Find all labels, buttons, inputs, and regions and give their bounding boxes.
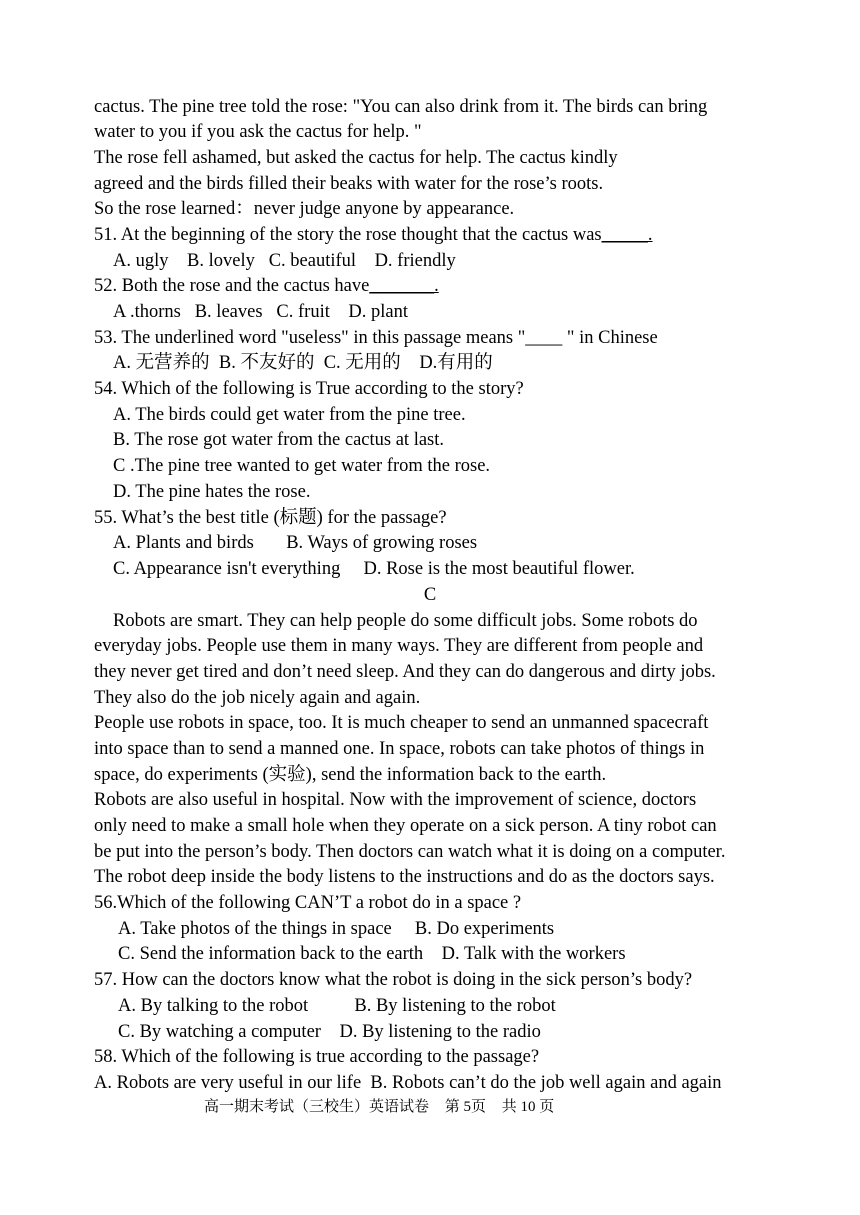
passage-line: They also do the job nicely again and again. — [94, 688, 421, 708]
question-51 — [94, 223, 653, 249]
option-b: B. Ways of growing roses — [286, 533, 478, 553]
question-57-options-row2 — [118, 1020, 541, 1046]
option-d: D. friendly — [374, 251, 456, 271]
option-d: D. Talk with the workers — [441, 944, 626, 964]
option-d: D. By listening to the radio — [339, 1022, 541, 1042]
passage-line: agreed and the birds filled their beaks with water for the rose’s roots. — [94, 174, 604, 194]
question-56: 56.Which of the following CAN’T a robot do in a space ? — [94, 893, 522, 913]
question-58: 58. Which of the following is true according to the passage? — [94, 1047, 540, 1067]
question-53-options — [113, 351, 493, 377]
option-a: A. Take photos of the things in space — [118, 919, 392, 939]
option-a: A .thorns — [113, 302, 181, 322]
option-d: D. The pine hates the rose. — [113, 482, 311, 502]
question-52 — [94, 274, 439, 300]
option-b: B. Robots can’t do the job well again and again — [370, 1073, 722, 1093]
option-a: A. By talking to the robot — [118, 996, 309, 1016]
passage-line: they never get tired and don’t need sleep. And they can do dangerous and dirty jobs. — [94, 662, 716, 682]
question-57: 57. How can the doctors know what the robot is doing in the sick person’s body? — [94, 970, 693, 990]
option-a: A. ugly — [113, 251, 169, 271]
question-stem: 52. Both the rose and the cactus have — [94, 276, 370, 296]
option-b: B. 不友好的 — [218, 353, 315, 373]
option-c: C. fruit — [276, 302, 330, 322]
question-57-options-row1 — [118, 994, 556, 1020]
total-pages: 共 10 页 — [501, 1099, 555, 1115]
option-a: A. Plants and birds — [113, 533, 254, 553]
passage-line: into space than to send a manned one. In space, robots can take photos of things in — [94, 739, 705, 759]
answer-blank: _____. — [601, 225, 653, 245]
option-d: D.有用的 — [419, 353, 493, 373]
passage-line: water to you if you ask the cactus for help. " — [94, 122, 422, 142]
option-c: C .The pine tree wanted to get water from the rose. — [113, 456, 491, 476]
section-heading: C — [423, 585, 437, 605]
passage-line: cactus. The pine tree told the rose: "You can also drink from it. The birds can bring — [94, 97, 708, 117]
option-a: A. Robots are very useful in our life — [94, 1073, 362, 1093]
option-c: C. By watching a computer — [118, 1022, 321, 1042]
option-b: B. The rose got water from the cactus at last. — [113, 430, 445, 450]
option-b: B. leaves — [194, 302, 263, 322]
question-54: 54. Which of the following is True according to the story? — [94, 379, 524, 399]
passage-line: everyday jobs. People use them in many ways. They are different from people and — [94, 636, 704, 656]
option-c: C. Appearance isn't everything — [113, 559, 341, 579]
option-a: A. 无营养的 — [113, 353, 210, 373]
question-56-options-row2 — [118, 942, 626, 968]
passage-line: be put into the person’s body. Then doctors can watch what it is doing on a computer. — [94, 842, 726, 862]
option-b: B. Do experiments — [414, 919, 555, 939]
option-d: D. Rose is the most beautiful flower. — [363, 559, 635, 579]
page-number: 第 5页 — [444, 1099, 487, 1115]
option-b: B. By listening to the robot — [354, 996, 556, 1016]
question-stem: 51. At the beginning of the story the rose thought that the cactus was — [94, 225, 602, 245]
passage-line: The robot deep inside the body listens to the instructions and do as the doctors says. — [94, 867, 715, 887]
answer-blank: _______. — [369, 276, 439, 296]
option-c: C. 无用的 — [323, 353, 401, 373]
option-d: D. plant — [348, 302, 408, 322]
exam-title: 高一期末考试（三校生）英语试卷 — [204, 1099, 430, 1115]
passage-line: The rose fell ashamed, but asked the cactus for help. The cactus kindly — [94, 148, 618, 168]
question-55-options-row2 — [113, 557, 635, 583]
passage-line: People use robots in space, too. It is much cheaper to send an unmanned spacecraft — [94, 713, 709, 733]
question-58-options-row1 — [94, 1071, 722, 1097]
question-51-options — [113, 249, 456, 275]
passage-line: space, do experiments (实验), send the information back to the earth. — [94, 765, 607, 785]
passage-line: Robots are also useful in hospital. Now with the improvement of science, doctors — [94, 790, 697, 810]
page-footer — [204, 1097, 566, 1117]
question-55-options-row1 — [113, 531, 477, 557]
passage-line: Robots are smart. They can help people do some difficult jobs. Some robots do — [113, 611, 698, 631]
question-52-options — [113, 300, 408, 326]
question-55: 55. What’s the best title (标题) for the passage? — [94, 508, 447, 528]
passage-line: only need to make a small hole when they operate on a sick person. A tiny robot can — [94, 816, 717, 836]
passage-line: So the rose learned：never judge anyone by appearance. — [94, 199, 515, 219]
option-a: A. The birds could get water from the pine tree. — [113, 405, 466, 425]
question-53: 53. The underlined word "useless" in this passage means "____ " in Chinese — [94, 328, 658, 348]
option-b: B. lovely — [187, 251, 255, 271]
question-56-options-row1 — [118, 917, 554, 943]
option-c: C. Send the information back to the earth — [118, 944, 424, 964]
option-c: C. beautiful — [268, 251, 357, 271]
